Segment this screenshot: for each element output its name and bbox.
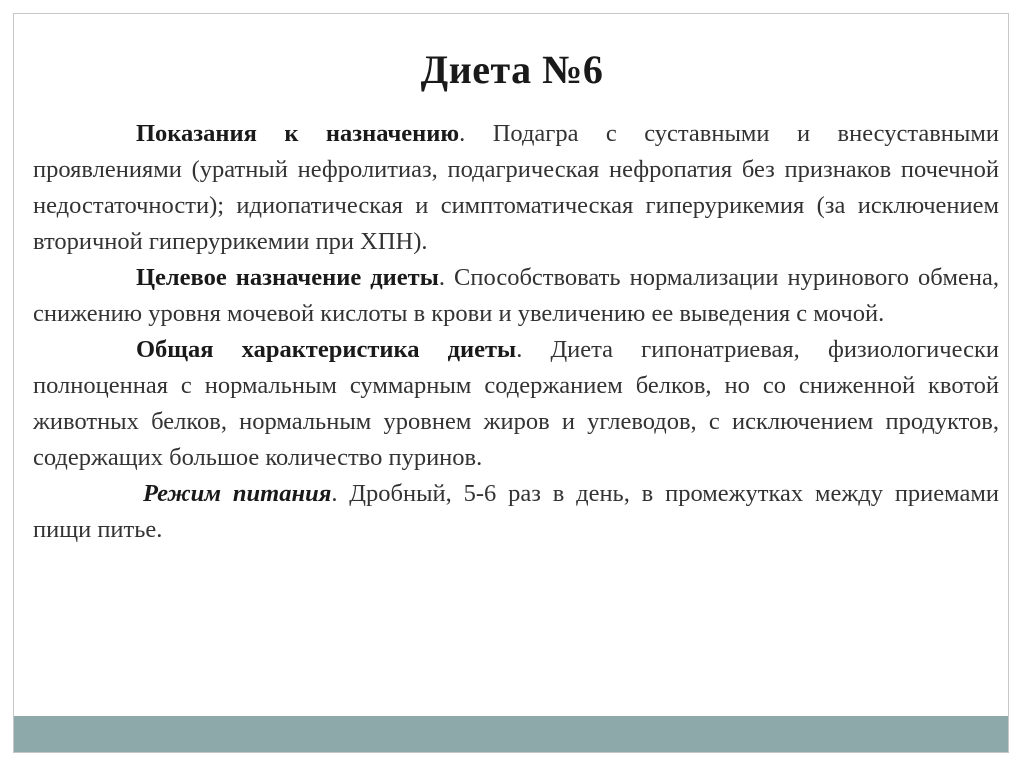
paragraph-purpose-heading: Целевое назначение диеты: [136, 264, 439, 291]
paragraph-characteristics-heading: Общая характеристика диеты: [136, 336, 517, 363]
paragraph-indications-heading: Показания к назначению: [136, 120, 460, 147]
slide-body: [33, 116, 999, 548]
slide-title: Диета №6: [420, 47, 604, 92]
paragraph-characteristics-text: . Диета гипонатриевая, физиологически полноценная с нормальным суммарным содержанием белков, но со сниженной квотой животных белков, нормальным уровнем жиров и углеводов, с исключением продуктов, содержащих большое количество пуринов.: [33, 336, 999, 471]
paragraph-regimen-heading: Режим питания: [143, 480, 332, 507]
paragraph-purpose-text: . Способствовать нормализации нуринового обмена, снижению уровня мочевой кислоты в крови и увеличению ее выведения с мочой.: [33, 264, 1000, 327]
paragraph-purpose: [33, 260, 999, 332]
paragraph-regimen-text: . Дробный, 5-6 раз в день, в промежутках между приемами пищи питье.: [33, 480, 999, 543]
paragraph-characteristics: [33, 332, 999, 476]
footer-bar: [14, 716, 1008, 752]
paragraph-indications-text: . Подагра с суставными и внесуставными проявлениями (уратный нефролитиаз, подагрическая нефропатия без признаков почечной недостаточности); идиопатическая и симптоматическая гиперурикемия (за исключением вторичной гиперурикемии при ХПН).: [33, 120, 999, 255]
paragraph-indications: [33, 116, 999, 260]
paragraph-regimen: [33, 476, 999, 548]
